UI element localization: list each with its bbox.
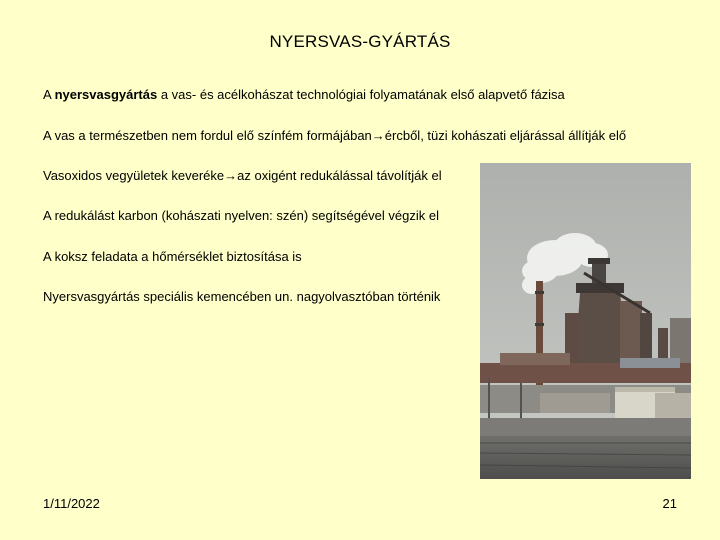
footer-date: 1/11/2022 — [43, 496, 100, 511]
bullet-line-3 — [43, 168, 442, 183]
line-1-pre: A — [43, 87, 55, 102]
blast-furnace-photo — [480, 163, 691, 479]
arrow-icon: → — [224, 168, 238, 183]
footer-page-number: 21 — [662, 496, 677, 511]
line-2-post: ércből, tüzi kohászati eljárással állítják elő — [384, 128, 627, 143]
bullet-line-6: Nyersvasgyártás speciális kemencében un. nagyolvasztóban történik — [43, 289, 441, 304]
bullet-line-2 — [43, 128, 626, 143]
line-1-post: a vas- és acélkohászat technológiai folyamatának első alapvető fázisa — [157, 87, 565, 102]
line-3-pre: Vasoxidos vegyületek keveréke — [43, 168, 225, 183]
bullet-line-4: A redukálást karbon (kohászati nyelven: szén) segítségével végzik el — [43, 208, 439, 223]
bullet-line-5: A koksz feladata a hőmérséklet biztosítása is — [43, 249, 302, 264]
arrow-icon: → — [371, 128, 385, 143]
slide-title: NYERSVAS-GYÁRTÁS — [269, 32, 451, 51]
bullet-line-1 — [43, 87, 565, 102]
line-2-pre: A vas a természetben nem fordul elő színfém formájában — [43, 128, 372, 143]
blast-furnace-illustration — [480, 163, 691, 479]
line-3-post: az oxigént redukálással távolítják el — [237, 168, 442, 183]
line-1-bold-term: nyersvasgyártás — [54, 87, 158, 102]
